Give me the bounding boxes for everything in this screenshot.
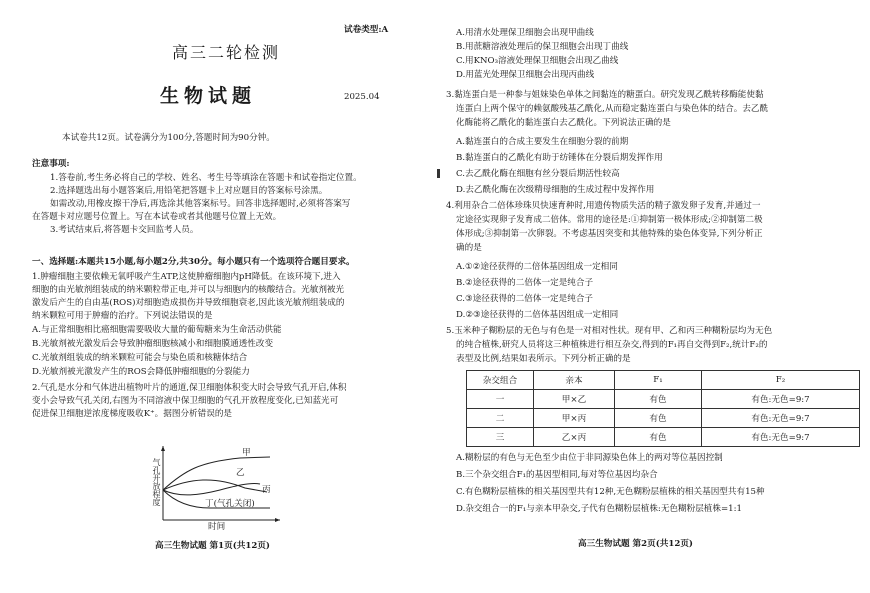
q1-stem-line: 1.肿瘤细胞主要依赖无氧呼吸产生ATP,这使肿瘤细胞内pH降低。在该环境下,进入	[32, 272, 341, 282]
table-header: 亲本	[534, 371, 615, 390]
table-cell: 有色:无色=9:7	[702, 409, 860, 428]
q3-option-c: C.去乙酰化酶在细胞有丝分裂后期活性较高	[456, 169, 620, 179]
section-heading: 一、选择题:本题共15小题,每小题2分,共30分。每小题只有一个选项符合题目要求。	[32, 257, 355, 267]
table-row	[467, 428, 860, 447]
notes-line: 2.选择题选出每小题答案后,用铅笔把答题卡上对应题目的答案标号涂黑。	[50, 186, 328, 196]
q3-stem-line: 3.黏连蛋白是一种参与姐妹染色单体之间黏连的糖蛋白。研究发现乙酰转移酶能使黏	[446, 90, 764, 100]
table-cell: 三	[467, 428, 534, 447]
curve-jia	[163, 457, 270, 490]
q4-stem-line: 定途径实现卵子发育成二倍体。常用的途径是:①抑制第一极体形成;②抑制第二极	[456, 215, 763, 225]
q2-stem-line: 变小会导致气孔关闭,右图为不同溶液中保卫细胞的气孔开放程度变化,已知蓝光可	[32, 396, 339, 406]
figure-xlabel: 时间	[208, 522, 226, 532]
q4-stem-line: 确的是	[456, 243, 482, 253]
table-cell: 甲×乙	[534, 390, 615, 409]
q2-stem-line: 促进保卫细胞逆浓度梯度吸收K⁺。据图分析错误的是	[32, 409, 233, 419]
table-cell: 一	[467, 390, 534, 409]
figure-ylabel: 气孔开放程度	[152, 458, 161, 506]
q4-stem-line: 体形成;③抑制第一次卵裂。不考虑基因突变和其他特殊的染色体变异,下列分析正	[456, 229, 763, 239]
q1-stem-line: 激发后产生的自由基(ROS)对细胞造成损伤并导致细胞衰老,因此该光敏剂组装成的	[32, 298, 345, 308]
curve-label-yi: 乙	[236, 468, 245, 478]
notes-title: 注意事项:	[32, 159, 70, 169]
table-row	[467, 390, 860, 409]
q2-option-a: A.用清水处理保卫细胞会出现甲曲线	[456, 28, 594, 38]
table-cell: 乙×丙	[534, 428, 615, 447]
q2-stem-line: 2.气孔是水分和气体进出植物叶片的通道,保卫细胞体积变大时会导致气孔开启,体积	[32, 383, 347, 393]
q1-stem-line: 纳米颗粒可用于肿瘤的治疗。下列说法错误的是	[32, 311, 213, 321]
footer-left: 高三生物试题 第1页(共12页)	[155, 541, 271, 551]
table-header: F₁	[615, 371, 702, 390]
q3-stem-line: 化酶能将乙酰化的黏连蛋白去乙酰化。下列说法正确的是	[456, 118, 671, 128]
table-cell: 有色	[615, 390, 702, 409]
table-cell: 有色	[615, 409, 702, 428]
q3-stem-line: 连蛋白上两个保守的赖氨酸残基乙酰化,从而稳定黏连蛋白与染色体的结合。去乙酰	[456, 104, 769, 114]
notes-line: 1.答卷前,考生务必将自己的学校、姓名、考生号等填涂在答题卡和试卷指定位置。	[50, 173, 362, 183]
q5-stem-line: 5.玉米种子糊粉层的无色与有色是一对相对性状。现有甲、乙和丙三种糊粉层均为无色	[446, 326, 773, 336]
table-cell: 甲×丙	[534, 409, 615, 428]
notes-line: 3.考试结束后,将答题卡交回监考人员。	[50, 225, 199, 235]
y-axis-arrow	[161, 446, 165, 451]
table-cell: 二	[467, 409, 534, 428]
q5-stem-line: 表型及比例,结果如表所示。下列分析正确的是	[456, 354, 631, 364]
curve-label-ding: 丁(气孔关闭)	[205, 499, 255, 509]
q1-option-b: B.光敏剂被光激发后会导致肿瘤细胞核减小和细胞膜通透性改变	[32, 339, 274, 349]
q4-option-b: B.②途径获得的二倍体一定是纯合子	[456, 278, 594, 288]
exam-date: 2025.04	[344, 92, 380, 102]
q2-option-b: B.用蔗糖溶液处理后的保卫细胞会出现丁曲线	[456, 42, 629, 52]
cross-results-table	[466, 370, 860, 447]
paper-type: 试卷类型:A	[344, 25, 389, 35]
q4-option-d: D.②③途径获得的二倍体基因组成一定相同	[456, 310, 619, 320]
table-header-row	[467, 371, 860, 390]
footer-right: 高三生物试题 第2页(共12页)	[578, 539, 694, 549]
q5-stem-line: 的纯合植株,研究人员将这三种植株进行相互杂交,得到的F₁再自交得到F₂,统计F₂的	[456, 340, 768, 350]
curve-label-bing: 丙	[262, 485, 271, 495]
curve-yi	[163, 480, 267, 492]
table-cell: 有色	[615, 428, 702, 447]
table-cell: 有色:无色=9:7	[702, 428, 860, 447]
q1-option-c: C.光敏剂组装成的纳米颗粒可能会与染色质和核糖体结合	[32, 353, 248, 363]
table-cell: 有色:无色=9:7	[702, 390, 860, 409]
exam-name: 高三二轮检测	[172, 43, 281, 62]
q3-option-b: B.黏连蛋白的乙酰化有助于纺锤体在分裂后期发挥作用	[456, 153, 663, 163]
table-row	[467, 409, 860, 428]
q2-option-c: C.用KNO₃溶液处理保卫细胞会出现乙曲线	[456, 56, 619, 66]
q5-option-c: C.有色糊粉层植株的相关基因型共有12种,无色糊粉层植株的相关基因型共有15种	[456, 487, 765, 497]
curve-label-jia: 甲	[242, 448, 251, 458]
q3-option-d: D.去乙酰化酶在次级精母细胞的生成过程中发挥作用	[456, 185, 655, 195]
q5-option-d: D.杂交组合一的F₁与亲本甲杂交,子代有色糊粉层植株:无色糊粉层植株=1:1	[456, 504, 743, 514]
notes-line: 如需改动,用橡皮擦干净后,再选涂其他答案标号。回答非选择题时,必须将答案写	[50, 199, 351, 209]
q1-stem-line: 细胞的由光敏剂组装成的纳米颗粒带正电,并可以与细胞内的核酸结合。光敏剂被光	[32, 285, 345, 295]
margin-mark	[437, 169, 440, 178]
subject-title: 生物试题	[160, 85, 257, 107]
q5-option-a: A.糊粉层的有色与无色至少由位于非同源染色体上的两对等位基因控制	[456, 453, 723, 463]
notes-line: 在答题卡对应题号位置上。写在本试卷或者其他题号位置上无效。	[32, 212, 282, 222]
q5-option-b: B.三个杂交组合F₁的基因型相同,每对等位基因均杂合	[456, 470, 658, 480]
q2-option-d: D.用蓝光处理保卫细胞会出现丙曲线	[456, 70, 595, 80]
q4-option-c: C.③途径获得的二倍体一定是纯合子	[456, 294, 594, 304]
curve-bing	[163, 483, 260, 494]
table-header: F₂	[702, 371, 860, 390]
q4-stem-line: 4.利用杂合二倍体珍珠贝快速育种时,用遗传物质失活的精子激发卵子发育,并通过一	[446, 201, 761, 211]
q4-option-a: A.①②途径获得的二倍体基因组成一定相同	[456, 262, 618, 272]
q1-option-a: A.与正常细胞相比癌细胞需要吸收大量的葡萄糖来为生命活动供能	[32, 325, 282, 335]
intro-line: 本试卷共12页。试卷满分为100分,答题时间为90分钟。	[62, 133, 275, 143]
x-axis-arrow	[275, 518, 280, 522]
q3-option-a: A.黏连蛋白的合成主要发生在细胞分裂的前期	[456, 137, 629, 147]
q1-option-d: D.光敏剂被光激发产生的ROS会降低肿瘤细胞的分裂能力	[32, 367, 250, 377]
table-header: 杂交组合	[467, 371, 534, 390]
